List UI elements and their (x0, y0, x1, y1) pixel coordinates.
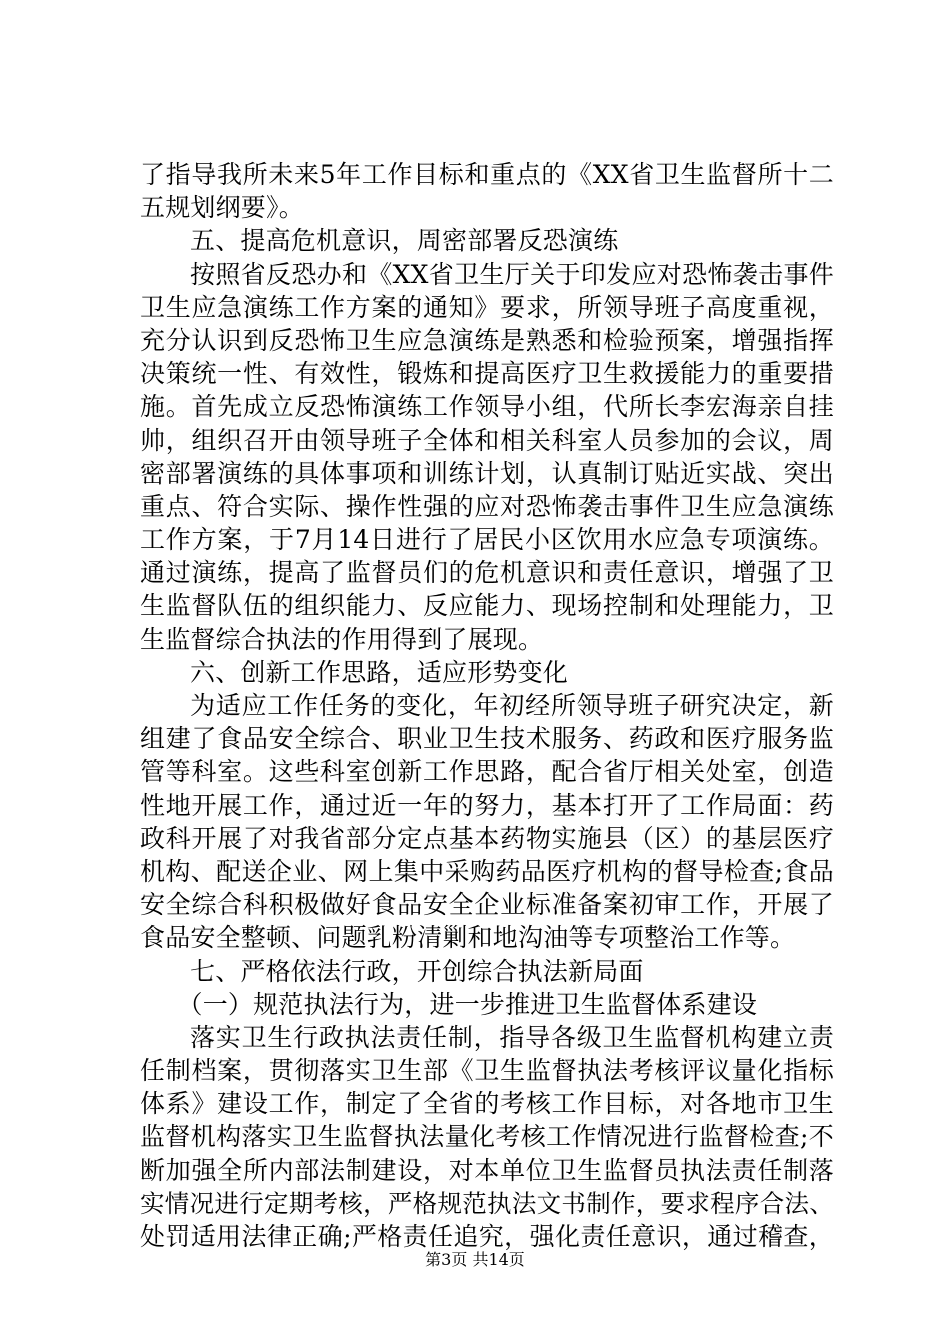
text-line: 生监督综合执法的作用得到了展现。 (140, 624, 544, 654)
text-line: 政科开展了对我省部分定点基本药物实施县（区）的基层医疗 (140, 823, 834, 853)
text-line: 六、创新工作思路，适应形势变化 (190, 657, 569, 687)
text-line: 生监督队伍的组织能力、反应能力、现场控制和处理能力，卫 (140, 591, 834, 621)
text-line: 工作方案，于7月14日进行了居民小区饮用水应急专项演练。 (140, 525, 834, 555)
text-line: 施。首先成立反恐怖演练工作领导小组，代所长李宏海亲自挂 (140, 392, 834, 422)
page-footer: 第3页 共14页 (425, 1250, 525, 1269)
text-line: 重点、符合实际、操作性强的应对恐怖袭击事件卫生应急演练 (140, 491, 834, 521)
text-line: 任制档案，贯彻落实卫生部《卫生监督执法考核评议量化指标 (140, 1056, 834, 1086)
text-line: 性地开展工作，通过近一年的努力，基本打开了工作局面：药 (140, 790, 834, 820)
text-line: 食品安全整顿、问题乳粉清剿和地沟油等专项整治工作等。 (140, 923, 796, 953)
text-line: 通过演练，提高了监督员们的危机意识和责任意识，增强了卫 (140, 558, 834, 588)
text-line: 落实卫生行政执法责任制，指导各级卫生监督机构建立责 (190, 1022, 834, 1052)
text-line: 五规划纲要》。 (140, 193, 304, 223)
text-line: 体系》建设工作，制定了全省的考核工作目标，对各地市卫生 (140, 1089, 834, 1119)
text-line: 监督机构落实卫生监督执法量化考核工作情况进行监督检查;不 (140, 1122, 834, 1152)
text-line: 断加强全所内部法制建设，对本单位卫生监督员执法责任制落 (140, 1155, 834, 1185)
text-line: 密部署演练的具体事项和训练计划，认真制订贴近实战、突出 (140, 458, 834, 488)
text-line: 机构、配送企业、网上集中采购药品医疗机构的督导检查;食品 (140, 856, 834, 886)
text-line: 处罚适用法律正确;严格责任追究，强化责任意识，通过稽查， (140, 1222, 834, 1251)
text-line: 卫生应急演练工作方案的通知》要求，所领导班子高度重视， (140, 292, 834, 322)
text-line: 为适应工作任务的变化，年初经所领导班子研究决定，新 (190, 691, 834, 720)
text-line: 按照省反恐办和《XX省卫生厅关于印发应对恐怖袭击事件 (190, 259, 834, 289)
text-line: 安全综合科积极做好食品安全企业标准备案初审工作，开展了 (140, 890, 834, 920)
text-line: 管等科室。这些科室创新工作思路，配合省厅相关处室，创造 (140, 757, 834, 787)
document-body (140, 158, 834, 1253)
text-line: 七、严格依法行政，开创综合执法新局面 (190, 956, 644, 986)
text-line: 了指导我所未来5年工作目标和重点的《XX省卫生监督所十二 (140, 160, 834, 189)
text-line: 帅，组织召开由领导班子全体和相关科室人员参加的会议，周 (140, 425, 834, 455)
text-line: 充分认识到反恐怖卫生应急演练是熟悉和检验预案，增强指挥 (140, 325, 834, 355)
text-line: 五、提高危机意识，周密部署反恐演练 (190, 226, 619, 256)
text-line: 实情况进行定期考核，严格规范执法文书制作，要求程序合法、 (140, 1188, 834, 1218)
text-line: （一）规范执法行为，进一步推进卫生监督体系建设 (177, 989, 758, 1019)
text-line: 组建了食品安全综合、职业卫生技术服务、药政和医疗服务监 (140, 724, 834, 754)
text-line: 决策统一性、有效性，锻炼和提高医疗卫生救援能力的重要措 (140, 359, 834, 389)
